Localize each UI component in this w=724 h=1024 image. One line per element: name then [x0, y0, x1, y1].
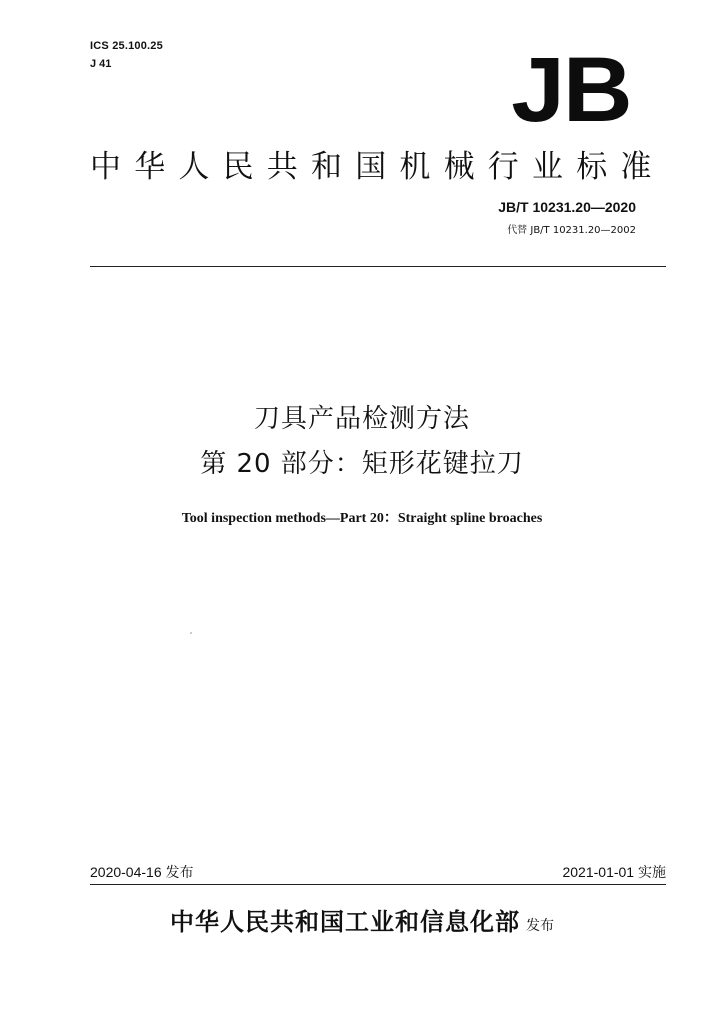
issuing-authority-name: 中华人民共和国工业和信息化部 [170, 908, 520, 936]
replaced-standard: 代替 JB/T 10231.20—2002 [507, 225, 636, 236]
title-english: Tool inspection methods—Part 20：Straight spline broaches [181, 511, 543, 526]
ics-code: ICS 25.100.25 [90, 40, 163, 52]
title-chinese-line1: 刀具产品检测方法 [253, 404, 470, 434]
jb-logo: JB [511, 39, 631, 141]
bottom-divider [90, 884, 666, 885]
standard-number: JB/T 10231.20—2020 [498, 199, 636, 215]
issuing-authority [0, 902, 724, 937]
publication-date: 2020-04-16 发布 [90, 864, 194, 880]
implementation-date: 2021-01-01 实施 [562, 864, 666, 880]
standard-category-heading: 中华人民共和国机械行业标准 [90, 149, 665, 185]
issuing-authority-suffix: 发布 [526, 918, 554, 934]
title-chinese-line2: 第 20 部分：矩形花键拉刀 [200, 449, 524, 479]
classification-code: J 41 [90, 58, 112, 70]
top-divider [90, 266, 666, 267]
scan-speck [190, 632, 192, 634]
